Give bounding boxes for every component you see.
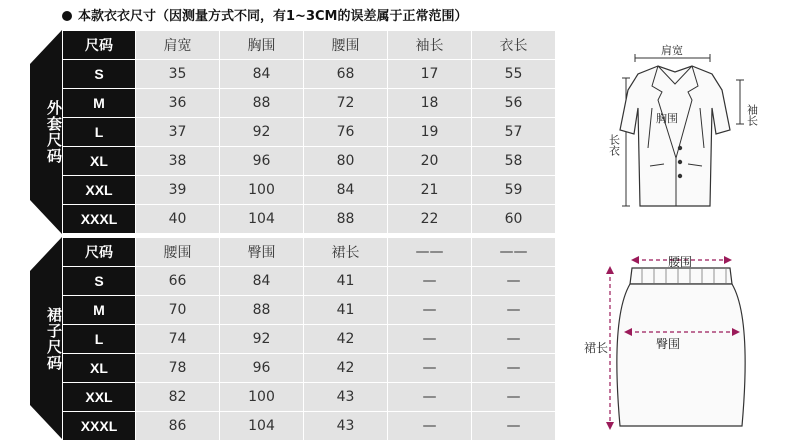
table-cell: — xyxy=(472,296,556,325)
size-cell: XL xyxy=(63,354,136,383)
size-cell: L xyxy=(63,118,136,147)
header-cell: 腰围 xyxy=(136,238,220,267)
table-cell: 55 xyxy=(472,60,556,89)
table-cell: 74 xyxy=(136,325,220,354)
jacket-size-table xyxy=(62,30,556,234)
jacket-side-tab xyxy=(30,30,62,234)
table-cell: 35 xyxy=(136,60,220,89)
table-row xyxy=(63,118,556,147)
size-cell: S xyxy=(63,267,136,296)
size-cell: XL xyxy=(63,147,136,176)
size-cell: XXXL xyxy=(63,205,136,234)
table-cell: 92 xyxy=(220,325,304,354)
table-cell: 92 xyxy=(220,118,304,147)
skirt-outline xyxy=(617,268,745,426)
table-cell: 58 xyxy=(472,147,556,176)
table-cell: 96 xyxy=(220,354,304,383)
table-row xyxy=(63,383,556,412)
header-cell: 肩宽 xyxy=(136,31,220,60)
table-cell: 59 xyxy=(472,176,556,205)
table-header-row xyxy=(63,31,556,60)
size-cell: M xyxy=(63,296,136,325)
sleeve-label: 袖长 xyxy=(745,104,759,126)
table-cell: 84 xyxy=(220,60,304,89)
table-cell: 42 xyxy=(304,325,388,354)
table-cell: 41 xyxy=(304,296,388,325)
table-cell: 20 xyxy=(388,147,472,176)
table-cell: — xyxy=(388,383,472,412)
table-header-row xyxy=(63,238,556,267)
jacket-diagram xyxy=(600,38,775,218)
skirt-length-label: 裙长 xyxy=(584,341,609,355)
table-cell: 43 xyxy=(304,412,388,441)
table-cell: — xyxy=(388,354,472,383)
table-cell: 78 xyxy=(136,354,220,383)
table-row xyxy=(63,412,556,441)
table-cell: 76 xyxy=(304,118,388,147)
size-cell: XXL xyxy=(63,383,136,412)
table-cell: 104 xyxy=(220,412,304,441)
table-cell: 36 xyxy=(136,89,220,118)
size-cell: XXXL xyxy=(63,412,136,441)
table-cell: 39 xyxy=(136,176,220,205)
header-cell: 裙长 xyxy=(304,238,388,267)
skirt-size-table xyxy=(62,237,556,441)
table-cell: 84 xyxy=(220,267,304,296)
table-cell: 72 xyxy=(304,89,388,118)
skirt-side-tab xyxy=(30,237,62,439)
table-cell: — xyxy=(472,325,556,354)
table-row xyxy=(63,60,556,89)
table-cell: 80 xyxy=(304,147,388,176)
table-cell: 43 xyxy=(304,383,388,412)
chest-label: 胸围 xyxy=(656,112,678,125)
size-cell: XXL xyxy=(63,176,136,205)
table-cell: — xyxy=(388,412,472,441)
table-cell: 82 xyxy=(136,383,220,412)
hip-label: 臀围 xyxy=(656,337,681,351)
table-cell: — xyxy=(472,412,556,441)
table-cell: — xyxy=(388,325,472,354)
header-cell: 尺码 xyxy=(63,238,136,267)
size-cell: L xyxy=(63,325,136,354)
table-cell: 42 xyxy=(304,354,388,383)
length-label: 长衣 xyxy=(607,134,621,156)
size-note-title xyxy=(62,5,467,24)
header-cell: 腰围 xyxy=(304,31,388,60)
header-cell: 胸围 xyxy=(220,31,304,60)
table-row xyxy=(63,176,556,205)
table-row xyxy=(63,89,556,118)
table-cell: 37 xyxy=(136,118,220,147)
header-cell: —— xyxy=(472,238,556,267)
header-cell: 臀围 xyxy=(220,238,304,267)
size-cell: M xyxy=(63,89,136,118)
table-cell: 88 xyxy=(220,296,304,325)
skirt-side-label: 裙子尺码 xyxy=(45,307,63,371)
table-cell: 88 xyxy=(304,205,388,234)
table-cell: 41 xyxy=(304,267,388,296)
header-cell: —— xyxy=(388,238,472,267)
table-cell: 84 xyxy=(304,176,388,205)
table-cell: 21 xyxy=(388,176,472,205)
table-cell: — xyxy=(472,267,556,296)
skirt-diagram xyxy=(580,248,780,438)
table-cell: 96 xyxy=(220,147,304,176)
header-cell: 衣长 xyxy=(472,31,556,60)
table-row xyxy=(63,147,556,176)
table-cell: 22 xyxy=(388,205,472,234)
table-row xyxy=(63,205,556,234)
table-cell: 100 xyxy=(220,176,304,205)
table-cell: 68 xyxy=(304,60,388,89)
table-cell: 104 xyxy=(220,205,304,234)
table-cell: — xyxy=(472,354,556,383)
table-cell: 18 xyxy=(388,89,472,118)
jacket-outline xyxy=(620,66,730,206)
bullet-icon xyxy=(62,11,72,21)
table-cell: 86 xyxy=(136,412,220,441)
size-cell: S xyxy=(63,60,136,89)
table-cell: 19 xyxy=(388,118,472,147)
table-cell: 70 xyxy=(136,296,220,325)
table-cell: 66 xyxy=(136,267,220,296)
table-cell: 40 xyxy=(136,205,220,234)
table-row xyxy=(63,296,556,325)
table-cell: — xyxy=(472,383,556,412)
table-row xyxy=(63,325,556,354)
jacket-side-label: 外套尺码 xyxy=(45,100,63,164)
table-cell: 60 xyxy=(472,205,556,234)
table-cell: 88 xyxy=(220,89,304,118)
table-cell: 17 xyxy=(388,60,472,89)
table-cell: — xyxy=(388,267,472,296)
table-cell: 38 xyxy=(136,147,220,176)
title-text: 本款衣衣尺寸（因测量方式不同，有1~3CM的误差属于正常范围） xyxy=(78,9,468,24)
table-cell: 100 xyxy=(220,383,304,412)
table-cell: 56 xyxy=(472,89,556,118)
table-cell: — xyxy=(388,296,472,325)
shoulder-label: 肩宽 xyxy=(661,44,683,57)
waist-label: 腰围 xyxy=(667,255,693,269)
table-row xyxy=(63,354,556,383)
table-row xyxy=(63,267,556,296)
header-cell: 袖长 xyxy=(388,31,472,60)
table-cell: 57 xyxy=(472,118,556,147)
header-cell: 尺码 xyxy=(63,31,136,60)
